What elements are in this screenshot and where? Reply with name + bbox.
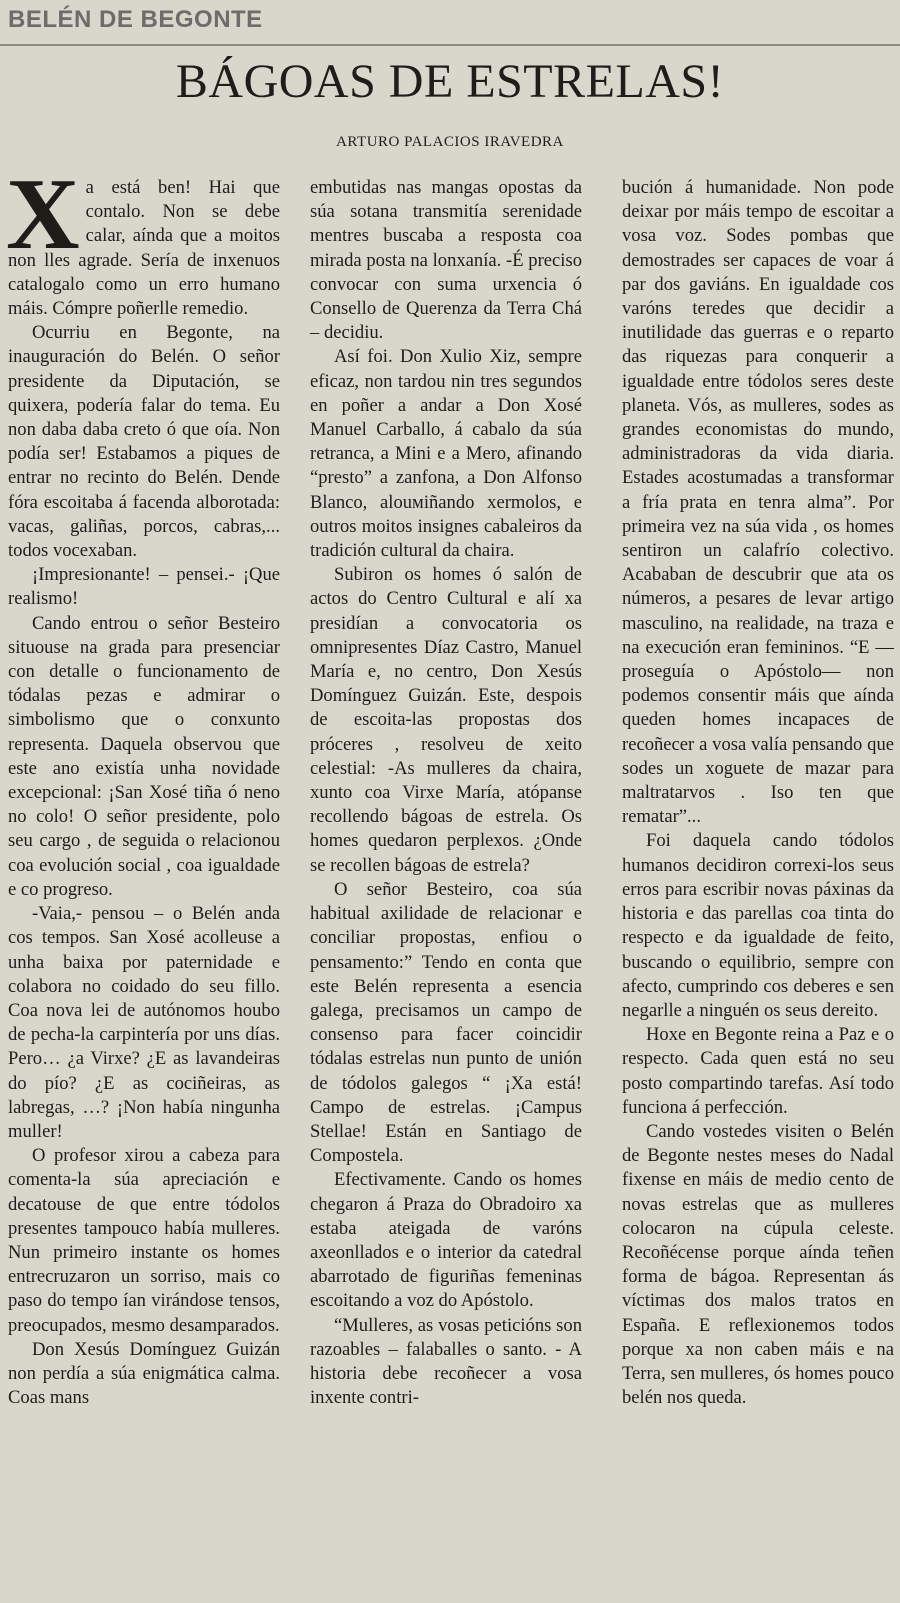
paragraph: Don Xesús Domínguez Guizán non perdía a súa enigmática calma. Coas mans <box>8 1338 280 1409</box>
article-column-3 <box>622 176 894 1410</box>
paragraph <box>6 158 280 321</box>
paragraph: O profesor xirou a cabeza para comenta-la súa apreciación e decatouse de que entre tódolos presentes tampouco había mulleres. Nun primeiro instante os homes entrecruzaron un sorriso, mais co paso do tempo ían virándose tensos, preocupados, mesmo desamparados. <box>8 1145 280 1336</box>
paragraph: Foi daquela cando tódolos humanos decidiron correxi-los seus erros para escribir novas páxinas da historia e das parellas coa tinta do respecto e da igualdade de feito, buscando o equilibrio, sempre con afecto, cumprindo cos deberes e sen negarlle a ninguén os seus dereito. <box>622 830 894 1021</box>
paragraph: Cando vostedes visiten o Belén de Begonte nestes meses do Nadal fixense en máis de medio cento de novas estrelas que as mulleres colocaron na cúpula celeste. Recoñécense porque aínda teñen forma de bágoa. Representan ás víctimas dos malos tratos en España. E reflexionemos todos porque xa non caben máis e na Terra, sen mulleres, ós homes pouco belén nos queda. <box>622 1120 894 1409</box>
paragraph: Ocurriu en Begonte, na inauguración do Belén. O señor presidente da Diputación, se quixera, podería falar do tema. Eu non daba daba creto ó que oía. Non podía ser! Estabamos a piques de entrar no recinto do Belén. Dende fóra escoitaba á facenda alborotada: vacas, galiñas, porcos, cabras,... todos vocexaban. <box>8 322 280 562</box>
paragraph: O señor Besteiro, coa súa habitual axilidade de relacionar e conciliar propostas, enfiou o pensamento:” Tendo en conta que este Belén representa a esencia galega, precisamos un campo de consenso para facer coincidir tódalas estrelas nun punto de unión de tódolos galegos “ ¡Xa está! Campo de estrelas. ¡Campus Stellae! Están en Santiago de Compostela. <box>310 878 582 1167</box>
paragraph: bución á humanidade. Non pode deixar por máis tempo de escoitar a vosa voz. Sodes pombas que demostrades ser capaces de voar á par dos gaviáns. En igualdade cos varóns teredes que decidir a inutilidade das guerras e o reparto das riquezas para conquerir a igualdade entre tódolos seres deste planeta. Vós, as mulleres, sodes as grandes economistas do mundo, administradoras da vida diaria. Estades acostumadas a transformar a fría prata en tenra alma”. Por primeira vez na súa vida , os homes sentiron un calafrío colectivo. Acababan de descubrir que ata os números, a pesares de levar artigo masculino, na realidade, na traza e na execución eran femininos. “E —proseguía o Apóstolo— non podemos consentir máis que aínda queden homes incapaces de recoñecer a vosa valía pensando que sodes un xoguete de mazar para maltratarvos . Iso ten que rematar”... <box>622 177 894 828</box>
paragraph: -Vaia,- pensou – o Belén anda cos tempos. San Xosé acolleuse a unha baixa por paternidade e colabora no coidado do seu fillo. Coa nova lei de autónomos houbo de pecha-la carpintería por uns días. Pero… ¿a Virxe? ¿E as lavandeiras do pío? ¿E as cociñeiras, as labregas, …? ¡Non había ningunha muller! <box>8 903 280 1142</box>
paragraph: Cando entrou o señor Besteiro situouse na grada para presenciar con detalle o funcionamento de tódalas pezas e admirar o simbolismo que o conxunto representa. Daquela observou que este ano existía unha novidade excepcional: ¡San Xosé tiña ó neno no colo! O señor presidente, polo seu cargo , de seguida o relacionou coa evolución social , coa igualdade e co progreso. <box>8 612 280 900</box>
header-rule <box>0 44 900 46</box>
byline: ARTURO PALACIOS IRAVEDRA <box>336 134 564 150</box>
paragraph: Efectivamente. Cando os homes chegaron á Praza do Obradoiro xa estaba ateigada de varóns axeonllados e o interior da catedral abarrotado de figuriñas femeninas escoitando a voz do Apóstolo. <box>310 1169 582 1312</box>
paragraph: “Mulleres, as vosas peticións son razoables – falaballes o santo. - A historia debe recoñecer a vosa inxente contri- <box>310 1314 582 1409</box>
section-label: BELÉN DE BEGONTE <box>8 6 263 33</box>
drop-cap: X <box>6 158 80 271</box>
article-column-1 <box>6 158 280 1410</box>
paragraph-text: a está ben! Hai que contalo. Non se debe calar, aínda que a moitos non lles agrade. Sería de inxenuos catalogalo como un erro humano máis. Cómpre poñerlle remedio. <box>8 177 280 320</box>
paragraph: embutidas nas mangas opostas da súa sotana transmitía serenidade mentres buscaba a resposta coa mirada posta na lonxanía. -É preciso convocar con suma urxencia ó Consello de Querenza da Terra Chá – decidiu. <box>310 177 582 344</box>
headline: BÁGOAS DE ESTRELAS! <box>175 55 725 108</box>
article-column-2 <box>310 176 582 1410</box>
paragraph: Así foi. Don Xulio Xiz, sempre eficaz, non tardou nin tres segundos en poñer a andar a Don Xosé Manuel Carballo, á cabalo da súa retranca, a Mini e a Mero, afinando “presto” a zanfona, a Don Alfonso Blanco, alouміñando xermolos, e outros moitos insignes cabaleiros da tradición cultural da chaira. <box>310 346 582 562</box>
paragraph: Hoxe en Begonte reina a Paz e o respecto. Cada quen está no seu posto compartindo tarefas. Así todo funciona á perfección. <box>622 1024 894 1118</box>
paragraph: ¡Impresionante! – pensei.- ¡Que realismo! <box>8 564 280 610</box>
paragraph: Subiron os homes ó salón de actos do Centro Cultural e alí xa presidían a convocatoria os omnipresentes Díaz Castro, Manuel María e, no centro, Don Xesús Domínguez Guizán. Este, despois de escoita-las propostas dos próceres , resolveu de xeito celestial: -As mulleres da chaira, xunto coa Virxe María, atópanse recollendo bágoas de estrela. Os homes quedaron perplexos. ¿Onde se recollen bágoas de estrela? <box>310 564 582 876</box>
